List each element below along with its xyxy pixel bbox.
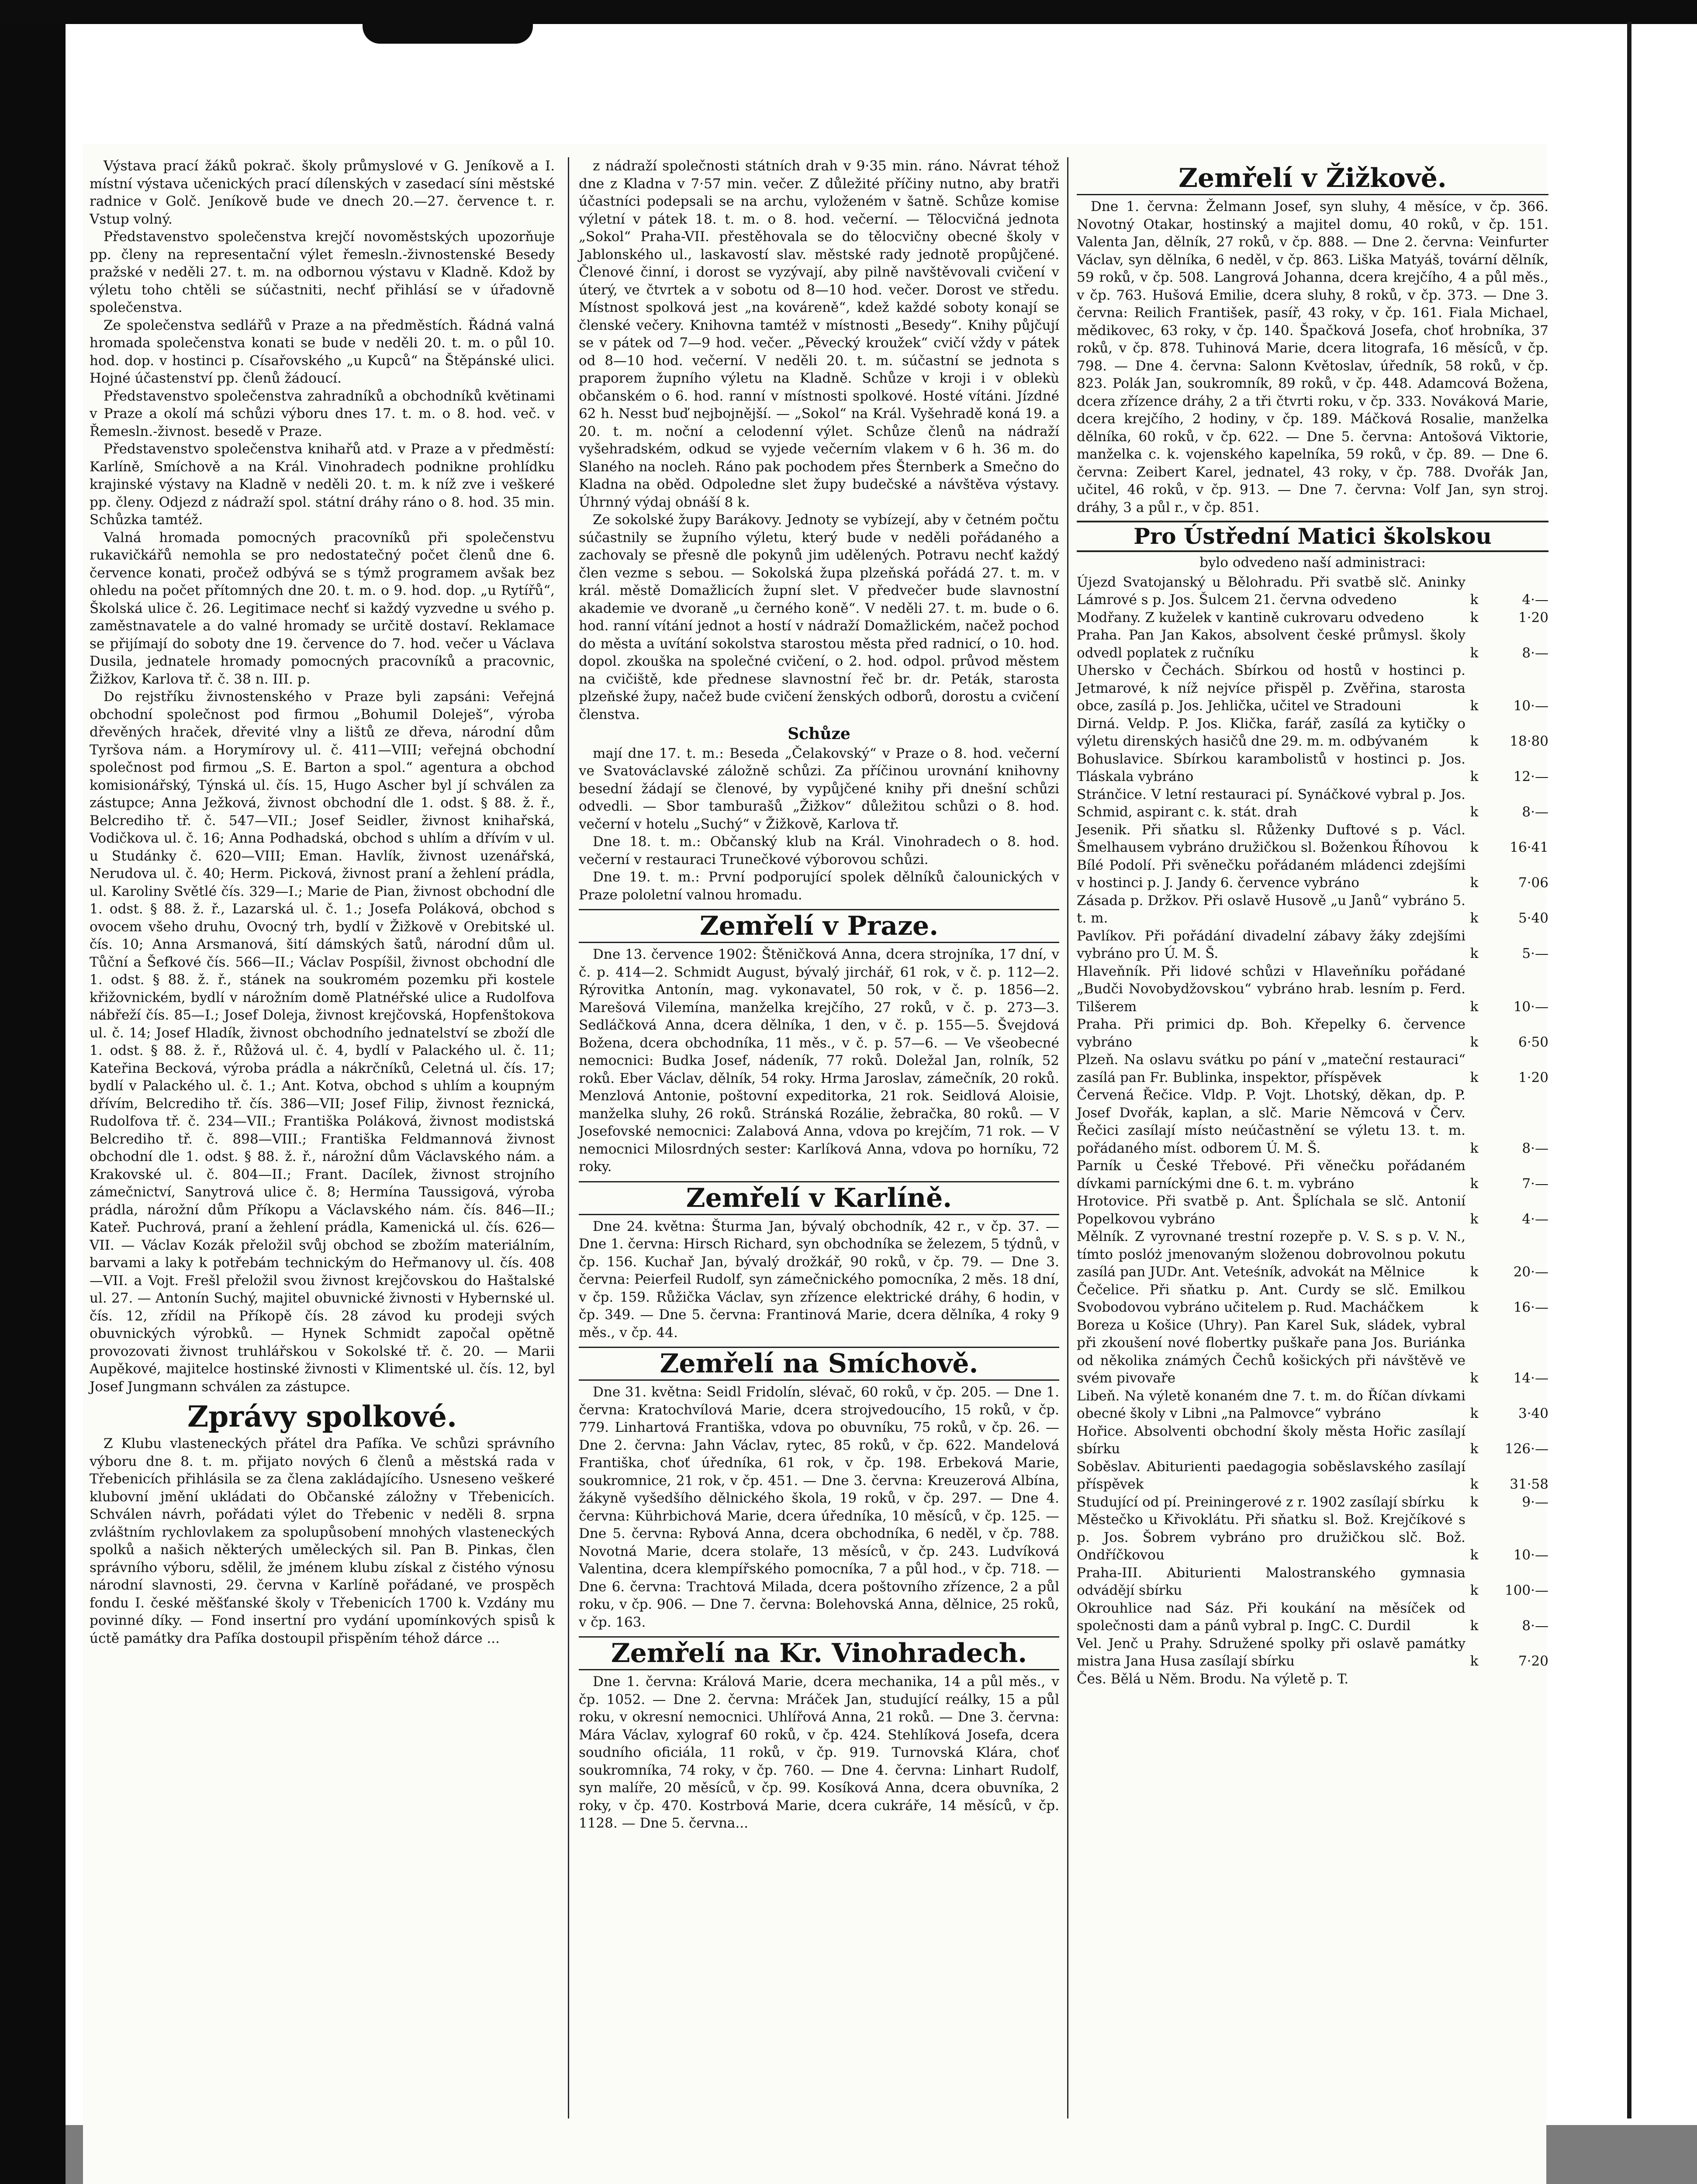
donation-text: Parník u České Třebové. Při věnečku pořádaném dívkami parníckými dne 6. t. m. vybráno [1077, 1158, 1465, 1192]
donation-row [1077, 927, 1548, 963]
currency-mark: k [1470, 1653, 1479, 1669]
donation-amount: 16·41 [1510, 840, 1548, 855]
donation-text: Stránčice. V letní restauraci pí. Synáčkové vybral p. Jos. Schmid, aspirant c. k. stát. drah [1077, 786, 1465, 820]
currency-mark: k [1470, 698, 1479, 714]
article-knihari: Představenstvo společenstva knihařů atd. v Praze a v předměstí: Karlíně, Smíchově a na Král. Vinohradech podnikne prohlídku krajinské výstavy na Kladně v neděli 20. t. m. k níž zve i veškeré pp. členy. Odjezd z nádraží spol. státní dráhy ráno o 8. hod. 35 min. Schůzka tamtéž. [90, 441, 555, 528]
scan-top-border [0, 0, 1697, 24]
donation-amount: 18·80 [1510, 733, 1548, 749]
currency-mark: k [1470, 1034, 1479, 1050]
donation-amount: 8·— [1522, 645, 1548, 661]
donation-row [1077, 1458, 1548, 1493]
donation-amount: 7·06 [1518, 875, 1548, 891]
currency-mark: k [1470, 875, 1479, 891]
schuze-item: mají dne 17. t. m.: Beseda „Čelakovský“ v Praze o 8. hod. večerní ve Svatováclavské záložně schůzi. Za příčinou urovnání knihovny besední žádají se členové, by vypůjčené knihy při dnešní schůzi odvedli. — Sbor tamburašů „Žižkov“ důležitou schůzi o 8. hod. večerní v hotelu „Suchý“ v Žižkově, Karlova tř. [579, 745, 1059, 832]
donation-text: Jesenik. Při sňatku sl. Růženky Duftové s p. Václ. Šmelhausem vybráno družičkou sl. Boženkou Říhovou [1077, 822, 1465, 855]
donation-amount: 100·— [1504, 1583, 1548, 1598]
donation-row [1077, 1387, 1548, 1423]
currency-mark: k [1470, 1069, 1479, 1085]
donation-list [1077, 574, 1548, 1688]
donation-text: Vel. Jenč u Prahy. Sdružené spolky při oslavě památky mistra Jana Husa zasílají sbírku [1077, 1635, 1465, 1669]
scan-right-edge [1627, 22, 1631, 2118]
column-rule-1 [568, 157, 569, 2118]
deaths-zizkov: Dne 1. června: Želmann Josef, syn sluhy, 4 měsíce, v čp. 366. Novotný Otakar, hostinský a majitel domu, 40 roků, v čp. 151. Valenta Jan, dělník, 27 roků, v čp. 888. — Dne 2. června: Veinfurter Václav, syn dělníka, 6 neděl, v čp. 863. Liška Matyáš, tovární dělník, 59 roků, v čp. 508. Langrová Johanna, dcera krejčího, 4 a půl měs., v čp. 763. Hušová Emilie, dcera sluhy, 8 roků, v čp. 373. — Dne 3. června: Reilich František, pasíř, 43 roky, v čp. 161. Fiala Michael, mědikovec, 63 roky, v čp. 140. Špačková Josefa, choť hrobníka, 37 roků, v čp. 878. Tuhinová Marie, dcera litografa, 16 měsíců, v čp. 798. — Dne 4. června: Salonn Květoslav, úředník, 58 roků, v čp. 823. Polák Jan, soukromník, 89 roků, v čp. 448. Adamcová Božena, dcera zřízence dráhy, 2 a tři čtvrti roku, v čp. 333. Nováková Marie, dcera krejčího, 2 hodiny, v čp. 189. Máčková Rosalie, manželka dělníka, 60 roků, v čp. 622. — Dne 5. června: Antošová Viktorie, manželka c. k. vojenského kapelníka, 59 roků, v čp. 89. — Dne 6. června: Zeibert Karel, jednatel, 43 roky, v čp. 788. Dvořák Jan, učitel, 46 roků, v čp. 913. — Dne 7. června: Volf Jan, syn stroj. dráhy, 3 a půl r., v čp. 851. [1077, 199, 1548, 515]
deaths-praha: Dne 13. července 1902: Štěničková Anna, dcera strojníka, 17 dní, v č. p. 414—2. Schmidt August, bývalý jirchář, 61 rok, v č. p. 112—2. Rýrovitka Antonín, mag. vykonavatel, 50 rok, v č. p. 1856—2. Marešová Vilemína, manželka krejčího, 27 roků, v č. p. 273—3. Sedláčková Anna, dcera dělníka, 1 den, v č. p. 155—5. Švejdová Božena, dcera obchodníka, 11 měs., v č. p. 57—6. — Ve všeobecné nemocnici: Budka Josef, nádeník, 77 roků. Doležal Jan, rolník, 52 roků. Eber Václav, dělník, 54 roky. Hrma Jaroslav, zámečník, 20 roků. Menzlová Antonie, poštovní expeditorka, 21 rok. Seidlová Aloisie, manželka sluhy, 26 roků. Stránská Rozálie, žebračka, 80 roků. — V Josefovské nemocnici: Zalabová Anna, vdova po krejčím, 71 rok. — V nemocnici Milosrdných sester: Karlíková Anna, vdova po horníku, 72 roky. [579, 947, 1059, 1175]
currency-mark: k [1470, 645, 1479, 661]
donation-row [1077, 1564, 1548, 1600]
currency-mark: k [1470, 1299, 1479, 1315]
donation-amount: 10·— [1513, 698, 1548, 714]
donation-text: Praha-III. Abiturienti Malostranského gymnasia odvádějí sbírku [1077, 1565, 1465, 1598]
donation-amount: 20·— [1513, 1264, 1548, 1280]
column-2 [579, 157, 1059, 1832]
donation-text: Mělník. Z vyrovnané trestní rozepře p. V. S. s p. V. N., tímto poslóż jmenovaným složenou dobrovolnou pokutu zasílá pan JUDr. Ant. Veteśník, advokát na Mělnice [1077, 1229, 1465, 1280]
donation-text: Boreza u Košice (Uhry). Pan Karel Suk, sládek, vybral při zkoušení nové flobertky puškaře pana Jos. Buriánka od několika známých Čechů košických při návštěvě ve svém pivovaře [1077, 1317, 1465, 1386]
donation-row [1077, 715, 1548, 750]
donation-amount: 8·— [1522, 804, 1548, 820]
deaths-smichov: Dne 31. května: Seidl Fridolín, slévač, 60 roků, v čp. 205. — Dne 1. června: Kratochvílová Marie, dcera strojvedoucího, 15 roků, v čp. 779. Linhartová Františka, vdova po obuvníku, 75 roků, v čp. 26. — Dne 2. června: Jahn Václav, rytec, 85 roků, v čp. 622. Mandelová Františka, choť úředníka, 61 rok, v čp. 198. Erbeková Marie, soukromnice, 21 rok, v čp. 451. — Dne 3. června: Kreuzerová Albína, žákyně vyšedšího dělnického škola, 19 roků, v čp. 297. — Dne 4. června: Kührbichová Marie, dcera úředníka, 10 měsíců, v čp. 125. — Dne 5. června: Rybová Anna, dcera obchodníka, 6 neděl, v čp. 788. Novotná Marie, dcera stolaře, 13 měsíců, v čp. 243. Ludvíková Valentina, dcera klempířského pomocníka, 7 a půl hod., v čp. 718. — Dne 6. června: Trachtová Milada, dcera poštovního zřízence, 2 a půl roku, v čp. 906. — Dne 7. června: Bolehovská Anna, dělnice, 25 roků, v čp. 163. [579, 1384, 1059, 1630]
donation-amount: 1·20 [1518, 609, 1548, 625]
donation-row [1077, 1016, 1548, 1051]
donation-row [1077, 1600, 1548, 1635]
section-heading-praha: Zemřelí v Praze. [579, 909, 1059, 943]
donation-row [1077, 626, 1548, 662]
donation-row [1077, 750, 1548, 786]
donation-row [1077, 857, 1548, 892]
article-zahradnici: Představenstvo společenstva zahradníků a obchodníků květinami v Praze a okolí má schůzi výboru dnes 17. t. m. o 8. hod. več. v Řemesln.-živnost. besedě v Praze. [90, 388, 555, 439]
currency-mark: k [1470, 1140, 1479, 1156]
donation-amount: 14·— [1513, 1370, 1548, 1386]
currency-mark: k [1470, 910, 1479, 926]
article-vystava: Výstava prací žáků pokrač. školy průmyslové v G. Jeníkově a I. místní výstava učenických prací dílenských v zasedací síni městské radnice v Golč. Jeníkově bude ve dnech 20.—27. července t. r. Vstup volný. [90, 158, 555, 227]
donation-text: Hlaveňník. Při lidové schůzi v Hlaveňníku pořádané „Budči Novobydžovskou“ vybráno hrab. lesním p. Ferd. Tilšerem [1077, 963, 1465, 1015]
article-rejstrik: Do rejstříku živnostenského v Praze byli zapsáni: Veřejná obchodní společnost pod firmou „Bohumil Doleješ“, výroba dřevěných hraček, dřevité vlny a lištů ze dřeva, národní dům Tyršova nám. a Horymírovy ul. č. 411—VIII; veřejná obchodní společnost pod firmou „S. E. Barton a spol.“ agentura a obchod komisionářský, Týnská ul. čís. 15, Hugo Ascher byl jí schválen za zástupce; Anna Ježková, živnost obchodní dle 1. odst. § 88. ž. ř., Belcrediho tř. č. 547—VII.; Josef Seidler, živnost knihařská, Vodičkova ul. č. 16; Anna Podhadská, obchod s uhlím a dřívím v ul. u Studánky č. 620—VIII; Eman. Havlík, živnost uzenářská, Nerudova ul. č. 40; Herm. Picková, živnost praní a žehlení prádla, ul. Karoliny Světlé čís. 329—I.; Marie de Pian, živnost obchodní dle 1. odst. § 88. ž. ř., Lazarská ul. č. 1.; Josefa Poláková, obchod s ovocem všeho druhu, Ovocný trh, bydlí v Žižkově v Orebitské ul. čís. 10; Anna Arsmanová, šití dámských šatů, národní dům ul. Tůční a Šefkové čís. 566—II.; Václav Pospíšil, živnost obchodní dle 1. odst. § 88. ž. ř., stánek na soukromém pozemku při kostele křižovnickém, bydlí v nárožním domě Platnéřské ulice a Rudolfova nábřeží čís. 85—I.; Josef Doleja, živnost krejčovská, Hopfenštokova ul. č. 14; Josef Hladík, živnost obchodního jednatelství se zboží dle 1. odst. § 88. ž. ř., Růžová ul. č. 4, bydlí v Palackého ul. č. 11; Kateřina Becková, výroba prádla a nákrčníků, Celetná ul. čís. 17; bydlí v Palackého ul. č. 1.; Ant. Kotva, obchod s uhlím a koupným dřívím, Belcrediho tř. čís. 386—VII; Josef Filip, živnost řeznická, Rudolfova tř. č. 234—VII.; Františka Poláková, živnost modistská Belcrediho tř. č. 898—VIII.; Františka Feldmannová živnost obchodní dle 1. odst. § 88. ž. ř., nárožní dům Václavského nám. a Krakovské ul. č. 804—II.; Frant. Dacílek, živnost strojního zámečnictví, Sanytrová ulice č. 8; Hermína Taussigová, výroba prádla, nárožní dům Příkopu a Václavského nám. čís. 846—II.; Kateř. Puchrová, praní a žehlení prádla, Kamenická ul. čís. 626—VII. — Václav Kozák přeložil svůj obchod se zbožím materiálním, barvami a laky k potřebám technickým do Heřmanovy ul. čís. 408—VII. a Vojt. Frešl přeložil svou živnost krejčovskou do Haštalské ul. 27. — Antonín Suchý, majitel obuvnické živnosti v Hybernské ul. čís. 12, zřídil na Příkopě čís. 28 závod ku prodeji svých obuvnických výrobků. — Hynek Schmidt započal opětně provozovati živnost truhlářskou v Sokolské tř. č. 20. — Marii Aupěkové, majitelce hostinské živnosti v Klimentské ul. čís. 12, byl Josef Jungmann schválen za zástupce. [90, 689, 555, 1395]
donation-row [1077, 1493, 1548, 1511]
donation-text: Hrotovice. Při svatbě p. Ant. Šplíchala se slč. Antonií Popelkovou vybráno [1077, 1193, 1465, 1227]
currency-mark: k [1470, 1618, 1479, 1634]
currency-mark: k [1470, 1264, 1479, 1280]
donation-row [1077, 1228, 1548, 1281]
donation-text: Bílé Podolí. Při svěnečku pořádaném mládenci zdejšími v hostinci p. J. Jandy 6. července vybráno [1077, 857, 1465, 891]
donation-text: Modřany. Z kuželek v kantině cukrovaru odvedeno [1077, 609, 1424, 625]
currency-mark: k [1470, 1211, 1479, 1227]
deaths-karlin: Dne 24. května: Šturma Jan, bývalý obchodník, 42 r., v čp. 37. — Dne 1. června: Hirsch Richard, syn obchodníka se železem, 5 týdnů, v čp. 156. Kuchař Jan, bývalý drožkář, 90 roků, v čp. 79. — Dne 3. června: Peierfeil Rudolf, syn zámečnického pomocníka, 2 měs. 18 dní, v čp. 159. Růžička Václav, syn zřízence elektrické dráhy, 6 hodin, v čp. 349. — Dne 5. června: Frantinová Marie, dcera dělníka, 4 roky 9 měs., v čp. 44. [579, 1218, 1059, 1341]
article-sedlari: Ze společenstva sedlářů v Praze a na předměstích. Řádná valná hromada společenstva konati se bude v neděli 20. t. m. o půl 10. hod. dop. v hostinci p. Císařovského „u Kupců“ na Štěpánské ulici. Hojné účastenství pp. členů žádoucí. [90, 317, 555, 386]
section-heading-karlin: Zemřelí v Karlíně. [579, 1181, 1059, 1215]
donation-amount: 4·— [1522, 592, 1548, 608]
donation-amount [1483, 1670, 1548, 1688]
donation-amount: 3·40 [1518, 1406, 1548, 1421]
donation-amount: 8·— [1522, 1140, 1548, 1156]
matice-intro: bylo odvedeno naší administraci: [1199, 555, 1426, 570]
currency-mark: k [1470, 946, 1479, 961]
schuze-item: Dne 19. t. m.: První podporující spolek dělníků čalounických v Praze pololetní valnou hromadu. [579, 869, 1059, 903]
donation-text: Pavlíkov. Při pořádání divadelní zábavy žáky zdejšími vybráno pro Ú. M. Š. [1077, 928, 1465, 961]
currency-mark: k [1470, 769, 1479, 784]
currency-mark: k [1470, 840, 1479, 855]
donation-text: Červená Řečice. Vldp. P. Vojt. Lhotský, děkan, dp. P. Josef Dvořák, kaplan, a slč. Marie Němcová v Červ. Řečici zasílají místo neúčastnění se výletu 13. t. m. pořádaného míst. odborem Ú. M. Š. [1077, 1087, 1465, 1156]
currency-mark: k [1470, 592, 1479, 608]
donation-text: Okrouhlice nad Sáz. Při koukání na měsíček od společnosti dam a pánů vybral p. IngC. C. Durdil [1077, 1600, 1465, 1634]
donation-row [1077, 1086, 1548, 1157]
section-heading-zizkov: Zemřelí v Žižkově. [1077, 162, 1548, 195]
currency-mark: k [1470, 1494, 1479, 1510]
donation-text: Čečelice. Při sňatku p. Ant. Curdy se slč. Emilkou Svobodovou vybráno učitelem p. Rud. Macháčkem [1077, 1282, 1465, 1315]
donation-amount: 10·— [1513, 999, 1548, 1015]
donation-row [1077, 1423, 1548, 1458]
donation-text: Zásada p. Držkov. Při oslavě Husově „u Janů“ vybráno 5. t. m. [1077, 892, 1465, 926]
donation-amount: 10·— [1513, 1547, 1548, 1563]
donation-row [1077, 1670, 1548, 1688]
donation-text: Libeň. Na výletě konaném dne 7. t. m. do Říčan dívkami obecné školy v Libni „na Palmovce“ vybráno [1077, 1388, 1465, 1421]
donation-row [1077, 574, 1548, 609]
donation-text: Hořice. Absolventi obchodní školy města Hořic zasílají sbírku [1077, 1423, 1465, 1457]
donation-text: Plzeň. Na oslavu svátku po pání v „mateční restauraci“ zasílá pan Fr. Bublinka, inspektor, příspěvek [1077, 1052, 1465, 1085]
currency-mark: k [1470, 609, 1479, 625]
donation-text: Bohuslavice. Sbírkou karambolistů v hostinci p. Jos. Tláskala vybráno [1077, 751, 1465, 784]
schuze-item: Dne 18. t. m.: Občanský klub na Král. Vinohradech o 8. hod. večerní v restauraci Trunečkové výborovou schůzi. [579, 834, 1059, 867]
donation-text: Praha. Při primici dp. Boh. Křepelky 6. července vybráno [1077, 1016, 1465, 1050]
currency-mark: k [1470, 1175, 1479, 1192]
donation-text: Uhersko v Čechách. Sbírkou od hostů v hostinci p. Jetmarové, k níž nejvíce přispěl p. Zvěřina, starosta obce, zasílá p. Jos. Jehlička, učitel ve Stradouni [1077, 663, 1465, 714]
currency-mark: k [1470, 804, 1479, 820]
donation-row [1077, 1157, 1548, 1192]
section-heading-zpravy: Zprávy spolkové. [187, 1400, 457, 1434]
donation-amount: 9·— [1522, 1494, 1548, 1510]
donation-text: Městečko u Křivoklátu. Při sňatku sl. Bož. Krejčíkové s p. Jos. Šobrem vybráno pro družičkou slč. Bož. Ondříčkovou [1077, 1512, 1465, 1563]
donation-amount: 5·— [1522, 946, 1548, 961]
currency-mark: k [1470, 999, 1479, 1015]
donation-amount: 7·20 [1518, 1653, 1548, 1669]
deaths-vinohrady: Dne 1. června: Králová Marie, dcera mechanika, 14 a půl měs., v čp. 1052. — Dne 2. června: Mráček Jan, studující reálky, 15 a půl roku, v okresní nemocnici. Uhlířová Anna, 21 roků. — Dne 3. června: Mára Václav, xylograf 60 roků, v čp. 424. Stehlíková Josefa, dcera soudního oficiála, 11 roků, v čp. 919. Turnovská Klára, choť soukromníka, 74 roky, v čp. 760. — Dne 4. června: Linhart Rudolf, syn malíře, 20 měsíců, v čp. 99. Kosíková Anna, dcera obuvníka, 2 roky, v čp. 470. Kostrbová Marie, dcera cukráře, 14 měsíců, v čp. 1128. — Dne 5. června... [579, 1674, 1059, 1831]
donation-row [1077, 1511, 1548, 1564]
article-krejci: Představenstvo společenstva krejčí novoměstských upozorňuje pp. členy na representační výlet řemesln.-živnostenské Besedy pražské v neděli 27. t. m. na odbornou výstavu v Kladně. Kdož by výletu toho chtěli se súčastniti, nechť přihlásí se v úřadovně společenstva. [90, 229, 555, 315]
donation-text: Praha. Pan Jan Kakos, absolvent české průmysl. školy odvedl poplatek z ručníku [1077, 627, 1465, 661]
donation-row [1077, 1317, 1548, 1387]
donation-text: Újezd Svatojanský u Bělohradu. Při svatbě slč. Aninky Lámrové s p. Jos. Šulcem 21. června odvedeno [1077, 574, 1465, 608]
donation-amount: 8·— [1522, 1618, 1548, 1634]
donation-row [1077, 821, 1548, 857]
donation-row [1077, 662, 1548, 715]
donation-row [1077, 786, 1548, 821]
donation-amount: 6·50 [1518, 1034, 1548, 1050]
donation-amount: 16·— [1513, 1299, 1548, 1315]
scan-left-border [0, 0, 66, 2184]
article-zupa-barakova: Ze sokolské župy Barákovy. Jednoty se vybízejí, aby v četném počtu súčastnily se župního výletu, který bude v neděli pořádaného a zachovaly se přesně dle pokynů jim udělených. Potravu nechť každý člen vezme s sebou. — Sokolská župa plzeňská pořádá 27. t. m. v král. městě Domažlicích župní slet. V předvečer bude slavnostní akademie ve dvoraně „u černého koně“. V neděli 27. t. m. bude o 6. hod. ranní vítání jednot a hostí v nádraží Domažlickém, načež pochod do města a uvítání sokolstva starostou města před radnicí, o 10. hod. dopol. zkouška na společné cvičení, o 2. hod. odpol. průvod městem na cvičiště, kde přednese slavnostní řeč br. dr. Peták, starosta plzeňské župy, načež bude cvičení ženských odborů, dorostu a cvičení členstva. [579, 512, 1059, 722]
donation-row [1077, 963, 1548, 1016]
article-rukavickari: Valná hromada pomocných pracovníků při společenstvu rukavičkářů nemohla se pro nedostatečný počet členů dne 6. července konati, pročež odbývá se s týmž programem avšak bez ohledu na počet přítomných dne 20. t. m. o 9. hod. dop. „u Rytířů“, Školská ulice č. 26. Legitimace nechť si každý vyzvedne u svého p. zaměstnavatele a do valné hromady se určitě dostaví. Reklamace se přijímají do soboty dne 19. července do 7. hod. večer u Václava Dusila, jednatele hromady pomocných pracovníků a pracovnic, Žižkov, Karlova tř. č. 38 n. III. p. [90, 529, 555, 687]
currency-mark: k [1470, 1441, 1479, 1457]
currency-mark: k [1470, 1547, 1479, 1563]
donation-row [1077, 1635, 1548, 1670]
donation-text: Dirná. Veldp. P. Jos. Klička, farář, zasílá za kytičky o výletu direnských hasičů dne 29. m. m. odbývaném [1077, 715, 1465, 749]
article-sokol: z nádraží společnosti státních drah v 9·35 min. ráno. Návrat téhož dne z Kladna v 7·57 min. večer. Z důležité příčiny nutno, aby bratři účastníci podepsali se na archu, vyloženém v šatně. Schůze komise výletní v pátek 18. t. m. o 8. hod. večerní. — Tělocvičná jednota „Sokol“ Praha-VII. přestěhovala se do tělocvičny obecné školy v Jablonského ul., laskavostí slav. městské rady jednotě propůjčené. Členové činní, i dorost se vyzývají, aby pilně navštěvovali cvičení v úterý, ve čtvrtek a v sobotu od 8—10 hod. večer. Dorost ve středu. Místnost spolková jest „na kováreně“, kdež každé soboty konají se členské večery. Knihovna tamtéž v místnosti „Besedy“. Knihy půjčují se v pátek od 7—9 hod. večer. „Pěvecký kroužek“ cvičí vždy v pátek od 8—10 hod. večerní. V neděli 20. t. m. súčastní se jednota s praporem župního výletu na Kladně. Schůze v kroji i v oblekù občanském o 6. hod. ranní v místnosti spolkové. Hosté vítáni. Jízdné 62 h. Nesst buď nejbojnější. — „Sokol“ na Král. Vyšehradě koná 19. a 20. t. m. noční a celodenní výlet. Schůze členů na nádraží vyšehradském, odkud se vyjede večerním vlakem v 6 h. 36 m. do Slaného na nocleh. Ráno pak pochodem přes Šternberk a Smečno do Kladna na oběd. Odpoledne slet župy budečské a návštěva výstavy. Úhrnný výdaj obnáší 8 k. [579, 158, 1059, 510]
section-heading-smichov: Zemřelí na Smíchově. [579, 1347, 1059, 1381]
donation-amount: 4·— [1522, 1211, 1548, 1227]
donation-row [1077, 609, 1548, 627]
currency-mark: k [1470, 1406, 1479, 1421]
donation-text: Soběslav. Abiturienti paedagogia soběslavského zasílají příspěvek [1077, 1458, 1465, 1492]
donation-text: Studující od pí. Preiningerové z r. 1902 zasílají sbírku [1077, 1494, 1445, 1510]
column-3 [1077, 157, 1548, 1688]
section-heading-matice: Pro Ústřední Matici školskou [1077, 521, 1548, 552]
donation-amount: 1·20 [1518, 1069, 1548, 1085]
donation-amount: 12·— [1513, 769, 1548, 784]
currency-mark: k [1470, 1583, 1479, 1598]
column-1 [90, 157, 555, 1647]
donation-amount: 7·— [1522, 1175, 1548, 1192]
currency-mark: k [1470, 1476, 1479, 1492]
section-heading-vinohrady: Zemřelí na Kr. Vinohradech. [579, 1636, 1059, 1670]
donation-amount: 31·58 [1510, 1476, 1548, 1492]
currency-mark: k [1470, 1370, 1479, 1386]
currency-mark [1465, 1670, 1483, 1688]
currency-mark: k [1470, 733, 1479, 749]
donation-text: Čes. Bělá u Něm. Brodu. Na výletě p. T. [1077, 1671, 1349, 1687]
donation-row [1077, 1051, 1548, 1086]
donation-amount: 5·40 [1518, 910, 1548, 926]
donation-row [1077, 1192, 1548, 1228]
article-klub-pafika: Z Klubu vlasteneckých přátel dra Pafíka. Ve schůzi správního výboru dne 8. t. m. přijato nových 6 členů a městská rada v Třebenicích přihlásila se za člena zakládajícího. Usneseno veškeré klubovní jmění ukládati do Občanské záložny v Třebenicích. Schválen návrh, pořádati výlet do Třebenic v neděli 8. srpna zvláštním rychlovlakem za spolupůsobení mnohých vlasteneckých spolků a našich některých uměleckých sil. Pan B. Pinkas, člen správního výboru, sdělil, že jménem klubu získal z čistého výnosu národní slavnosti, 29. června v Karlíně pořádané, ve prospěch fondu I. české měšťanské školy v Třebenicích 1700 k. Vzdány mu povinné díky. — Fond insertní pro vydání upomínkových spisů k úctě památky dra Pafíka dostoupil přispěním téhož dárce ... [90, 1436, 555, 1646]
donation-amount: 126·— [1504, 1441, 1548, 1457]
section-heading-schuze: Schůze [788, 725, 850, 743]
donation-row [1077, 1281, 1548, 1317]
donation-row [1077, 892, 1548, 927]
column-rule-2 [1067, 157, 1068, 2118]
